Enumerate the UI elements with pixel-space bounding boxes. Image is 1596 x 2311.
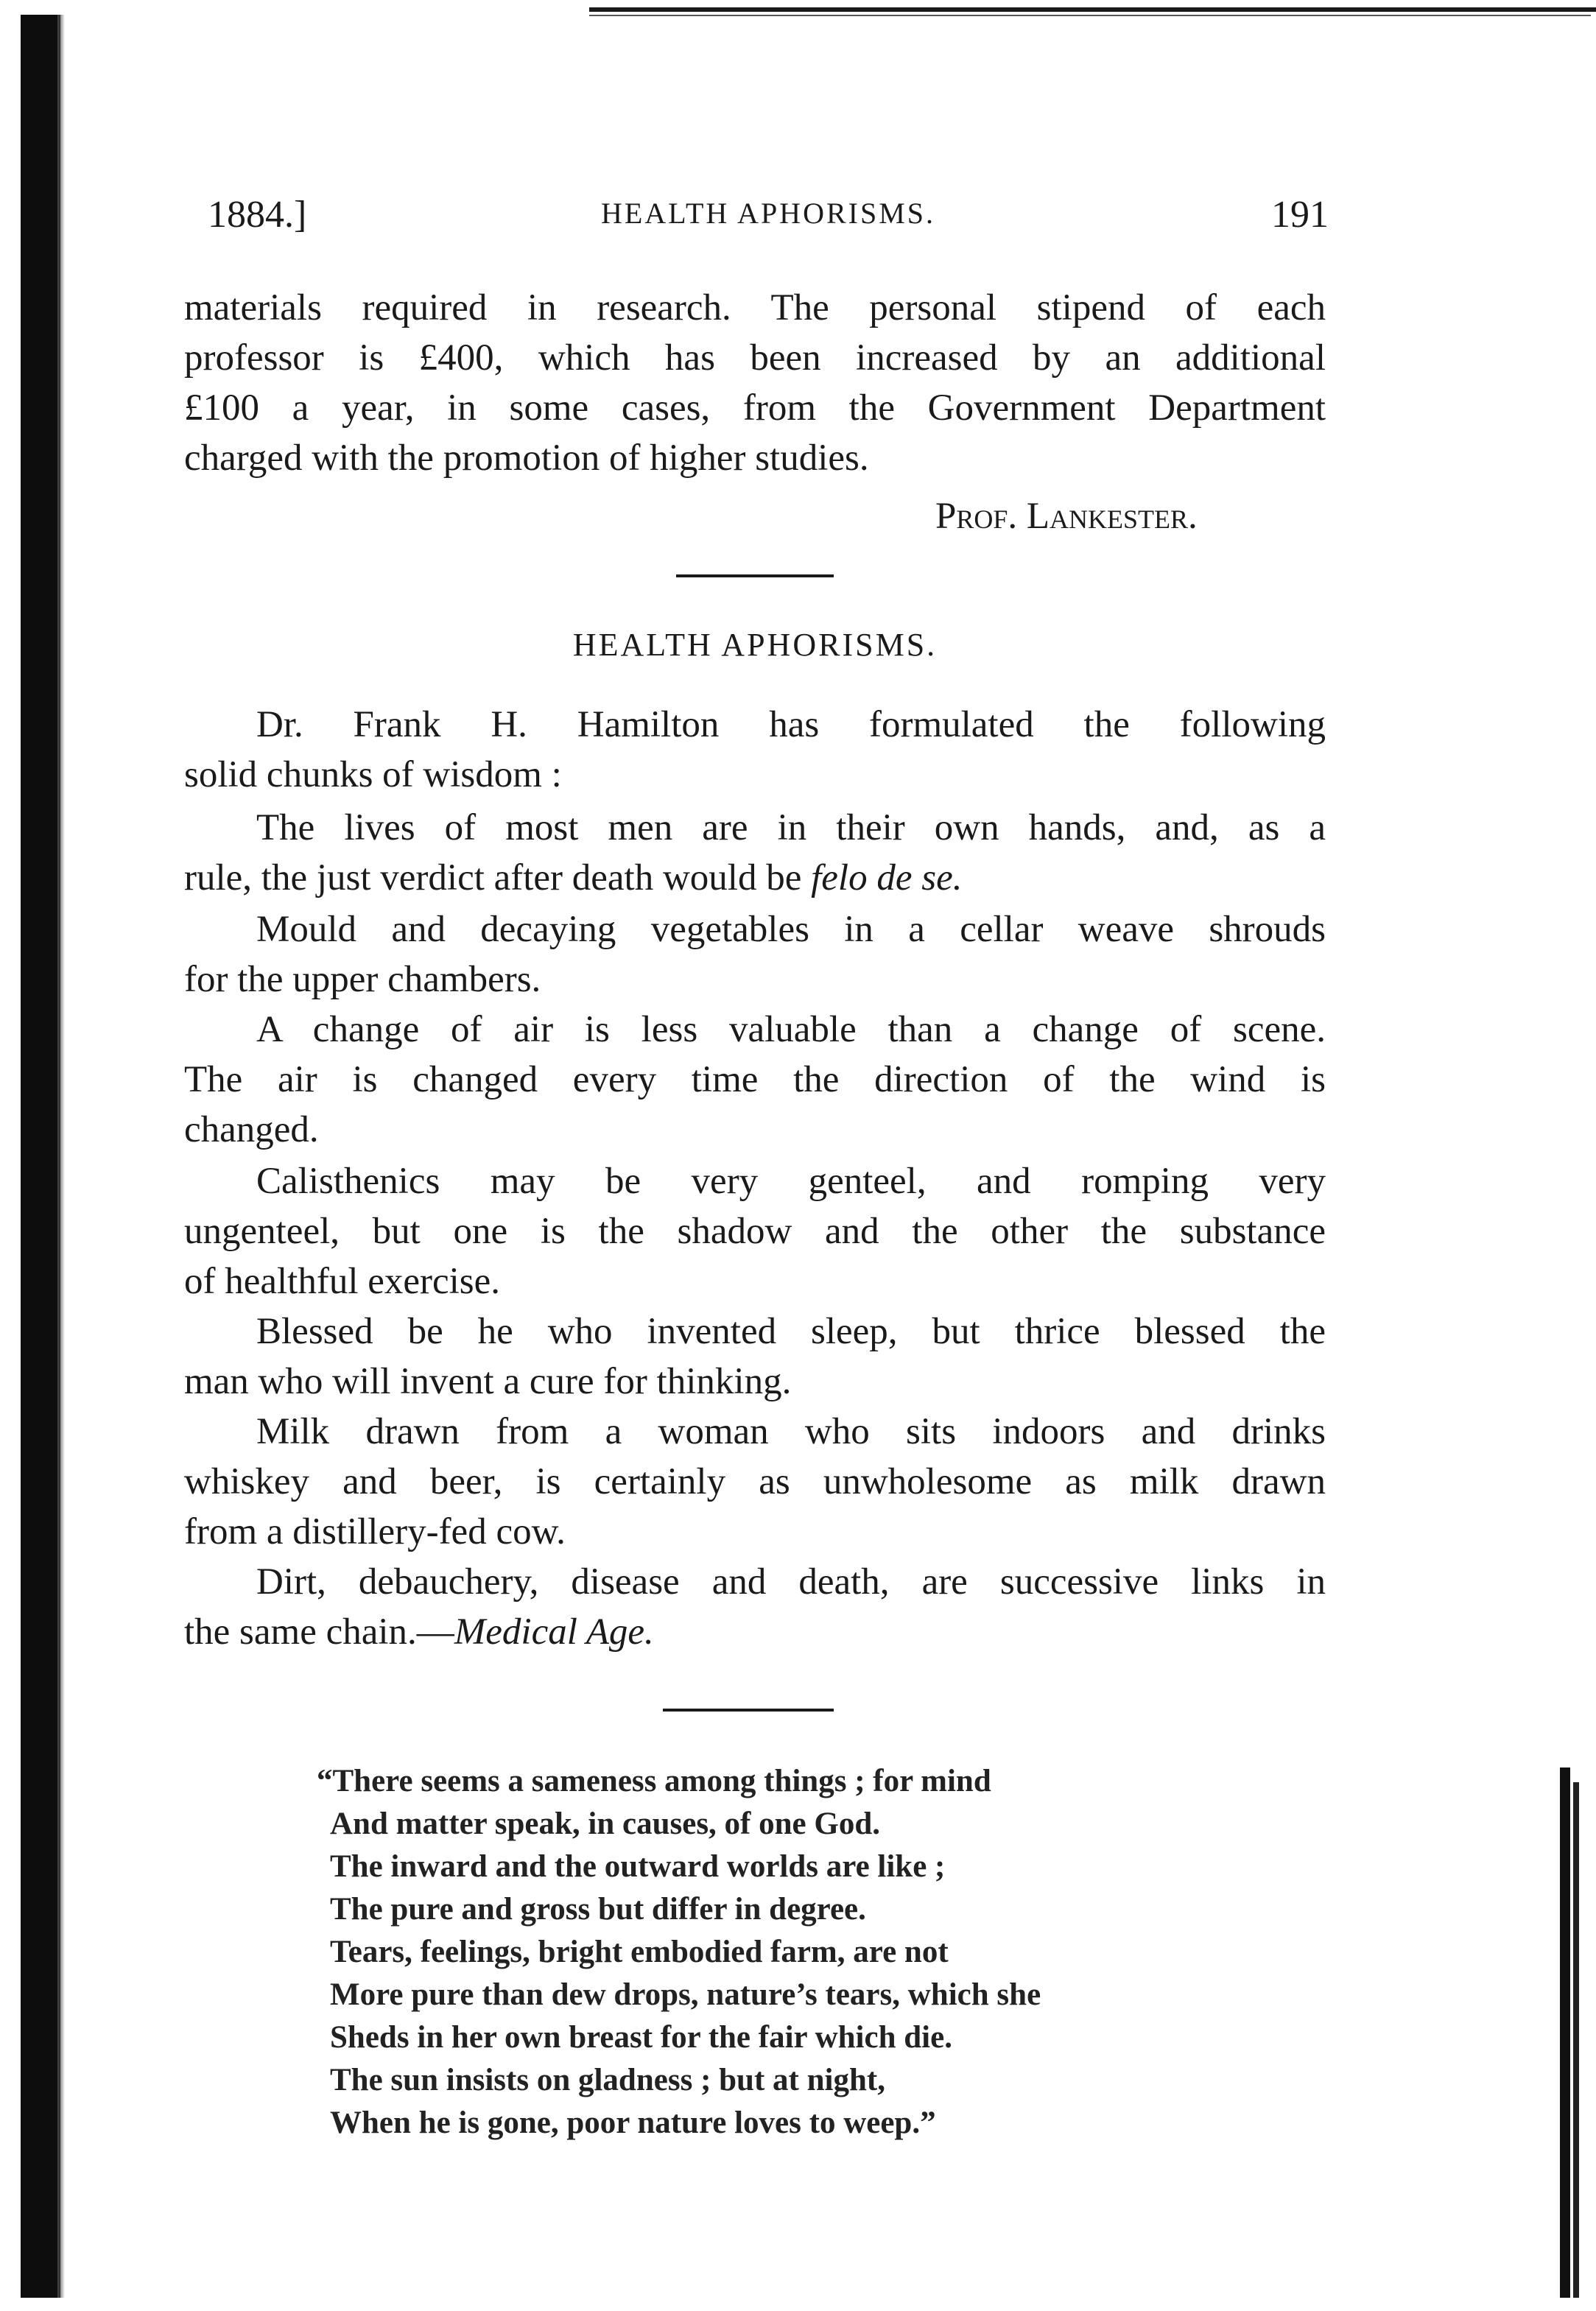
poem [317, 1760, 1041, 2145]
poem-line: And matter speak, in causes, of one God. [330, 1807, 880, 1841]
page-binding-edge [21, 15, 60, 2298]
previous-article-line: £100 a year, in some cases, from the Government Department [184, 387, 1326, 429]
article-line: The air is changed every time the direction of the wind is [184, 1059, 1326, 1100]
source-citation: Medical Age. [454, 1611, 654, 1653]
article-line: Dirt, debauchery, disease and death, are successive links in [256, 1561, 1326, 1603]
article-line: A change of air is less valuable than a change of scene. [256, 1009, 1326, 1050]
poem-line: The pure and gross but differ in degree. [330, 1892, 866, 1927]
article-line: Dr. Frank H. Hamilton has formulated the following [256, 704, 1326, 745]
article-line-text: the same chain.— [184, 1611, 454, 1653]
article-line: The lives of most men are in their own hands, and, as a [256, 807, 1326, 848]
poem-line: More pure than dew drops, nature’s tears, which she [330, 1977, 1041, 2012]
article-line: ungenteel, but one is the shadow and the other the substance [184, 1211, 1326, 1252]
running-head-title: HEALTH APHORISMS. [600, 197, 936, 230]
article-line: changed. [184, 1109, 319, 1150]
article-line: Calisthenics may be very genteel, and romping very [256, 1161, 1326, 1202]
poem-line: Tears, feelings, bright embodied farm, are not [330, 1935, 949, 1969]
poem-divider [663, 1709, 834, 1712]
previous-article-line: professor is £400, which has been increased by an additional [184, 337, 1326, 379]
article-title: HEALTH APHORISMS. [572, 627, 938, 663]
article-line: for the upper chambers. [184, 959, 541, 1000]
article-line: of healthful exercise. [184, 1261, 501, 1302]
right-binding-edge-inner [1573, 1782, 1579, 2298]
poem-line: The inward and the outward worlds are like ; [330, 1849, 946, 1884]
top-border-rule [589, 7, 1596, 12]
article-line: whiskey and beer, is certainly as unwholesome as milk drawn [184, 1461, 1326, 1502]
italic-phrase: felo de se. [811, 857, 963, 898]
poem-line: “There seems a sameness among things ; for mind [317, 1764, 991, 1798]
author-signature: Prof. Lankester. [935, 496, 1198, 537]
right-binding-edge [1560, 1767, 1570, 2298]
previous-article-line: charged with the promotion of higher studies. [184, 437, 869, 479]
running-head [208, 193, 1329, 245]
article-line-text: rule, the just verdict after death would be [184, 857, 812, 898]
running-head-year: 1884.] [208, 194, 307, 236]
article-line: solid chunks of wisdom : [184, 754, 562, 795]
previous-article-line: materials required in research. The personal stipend of each [184, 287, 1326, 328]
article-line: man who will invent a cure for thinking. [184, 1361, 792, 1402]
poem-line: The sun insists on gladness ; but at night, [330, 2063, 885, 2097]
article-line: Blessed be he who invented sleep, but thrice blessed the [256, 1311, 1326, 1352]
poem-line: When he is gone, poor nature loves to weep.” [330, 2106, 936, 2140]
top-border-rule-thin [589, 15, 1591, 16]
article-line [184, 853, 1326, 903]
page-number: 191 [1271, 194, 1329, 236]
article-line: Milk drawn from a woman who sits indoors and drinks [256, 1411, 1326, 1452]
poem-line: Sheds in her own breast for the fair which die. [330, 2020, 952, 2055]
article-line: from a distillery-fed cow. [184, 1511, 566, 1552]
article-line: Mould and decaying vegetables in a cellar weave shrouds [256, 909, 1326, 950]
article-line [184, 1607, 1326, 1657]
section-divider [676, 574, 834, 577]
